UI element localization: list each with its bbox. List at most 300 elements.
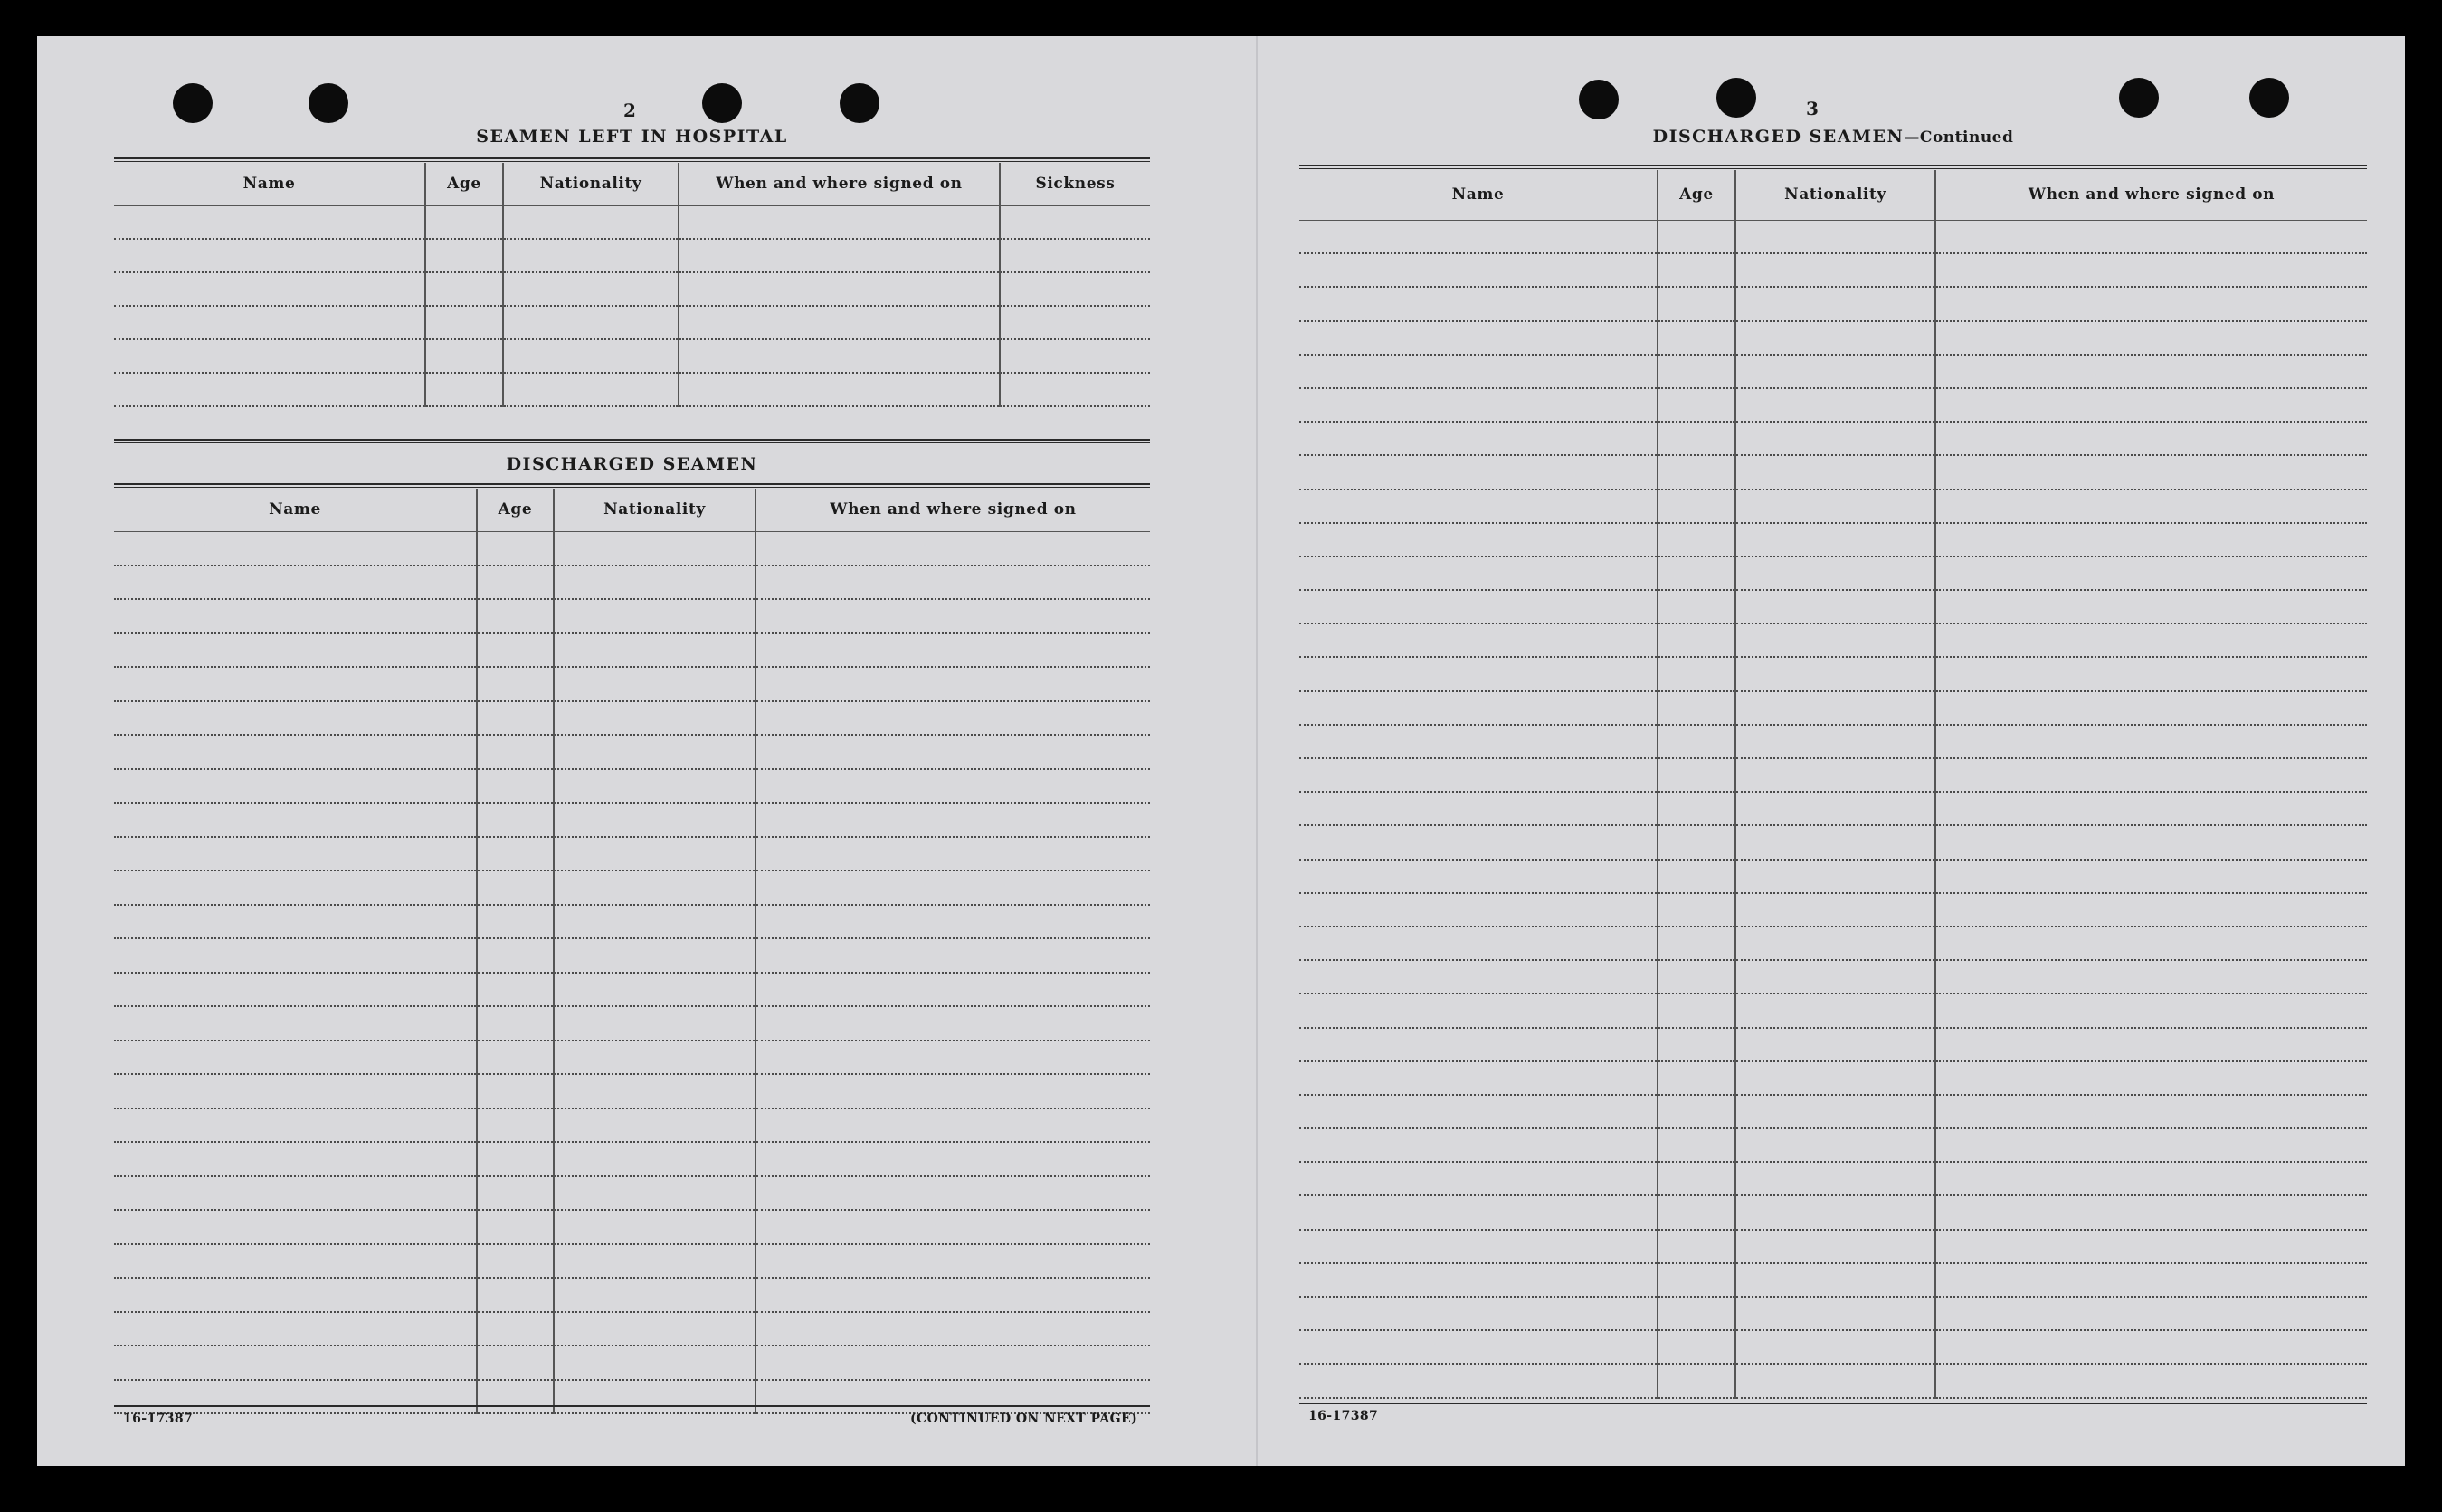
hospital-rows	[114, 205, 1150, 406]
blank-cell	[1735, 1162, 1935, 1195]
page-fold	[1256, 36, 1258, 1466]
blank-cell	[1299, 1128, 1658, 1162]
double-rule	[114, 157, 1150, 162]
blank-cell	[114, 735, 477, 769]
blank-cell	[1735, 758, 1935, 792]
blank-cell	[425, 205, 503, 239]
col-nationality: Nationality	[554, 489, 755, 531]
blank-cell	[1299, 725, 1658, 758]
blank-cell	[114, 1108, 477, 1143]
header-row	[114, 489, 1150, 531]
blank-cell	[1935, 1095, 2367, 1128]
table-row	[1299, 825, 2367, 859]
punch-hole	[2249, 78, 2289, 118]
blank-cell	[755, 599, 1150, 633]
table-row	[1299, 623, 2367, 657]
col-when-where: When and where signed on	[1935, 170, 2367, 220]
table-row	[114, 973, 1150, 1007]
blank-cell	[1735, 388, 1935, 422]
blank-cell	[1299, 523, 1658, 556]
table-row	[114, 870, 1150, 905]
blank-cell	[1735, 792, 1935, 825]
table-row	[1299, 927, 2367, 960]
blank-cell	[1935, 1128, 2367, 1162]
blank-cell	[114, 1176, 477, 1211]
section-title-discharged-continued	[1299, 127, 2367, 147]
blank-cell	[1299, 927, 1658, 960]
table-row	[114, 837, 1150, 871]
blank-cell	[1658, 1028, 1735, 1061]
blank-cell	[554, 973, 755, 1007]
blank-cell	[1658, 422, 1735, 455]
blank-cell	[679, 339, 1000, 373]
blank-cell	[1935, 1195, 2367, 1229]
blank-cell	[554, 1278, 755, 1312]
punch-hole	[1716, 78, 1756, 118]
blank-cell	[1299, 1263, 1658, 1297]
blank-cell	[1299, 860, 1658, 893]
blank-cell	[1658, 355, 1735, 388]
blank-cell	[1299, 792, 1658, 825]
blank-cell	[1299, 691, 1658, 725]
blank-cell	[477, 599, 554, 633]
table-row	[1299, 1028, 2367, 1061]
blank-cell	[503, 306, 679, 339]
blank-cell	[1658, 825, 1735, 859]
blank-cell	[554, 1006, 755, 1041]
blank-cell	[554, 1176, 755, 1211]
blank-cell	[477, 1244, 554, 1279]
blank-cell	[114, 373, 425, 406]
blank-cell	[1658, 1263, 1735, 1297]
blank-cell	[503, 272, 679, 306]
blank-cell	[1935, 960, 2367, 994]
blank-cell	[1000, 205, 1150, 239]
blank-cell	[554, 870, 755, 905]
blank-cell	[477, 1142, 554, 1176]
blank-cell	[755, 1142, 1150, 1176]
blank-cell	[477, 769, 554, 804]
blank-cell	[1658, 556, 1735, 590]
blank-cell	[1299, 623, 1658, 657]
discharged-continued-rows	[1299, 220, 2367, 1398]
blank-cell	[114, 1244, 477, 1279]
title-suffix: —Continued	[1904, 128, 2014, 147]
table-row	[1299, 1230, 2367, 1263]
blank-cell	[477, 1074, 554, 1108]
blank-cell	[755, 1176, 1150, 1211]
blank-cell	[114, 272, 425, 306]
blank-cell	[114, 905, 477, 939]
blank-cell	[477, 1278, 554, 1312]
blank-cell	[1299, 825, 1658, 859]
blank-cell	[425, 339, 503, 373]
blank-cell	[554, 905, 755, 939]
blank-cell	[755, 905, 1150, 939]
blank-cell	[1735, 623, 1935, 657]
blank-cell	[1299, 556, 1658, 590]
blank-cell	[114, 1346, 477, 1380]
table-row	[114, 1142, 1150, 1176]
table-row	[114, 1210, 1150, 1244]
blank-cell	[1935, 220, 2367, 253]
blank-cell	[1735, 490, 1935, 523]
blank-cell	[114, 938, 477, 973]
blank-cell	[554, 1210, 755, 1244]
blank-cell	[477, 531, 554, 566]
table-row	[114, 769, 1150, 804]
table-row	[1299, 490, 2367, 523]
blank-cell	[1658, 657, 1735, 690]
blank-cell	[1735, 590, 1935, 623]
blank-cell	[1658, 893, 1735, 927]
blank-cell	[114, 1380, 477, 1414]
col-age: Age	[425, 163, 503, 205]
blank-cell	[1935, 860, 2367, 893]
page-number: 2	[623, 100, 636, 121]
blank-cell	[554, 1041, 755, 1075]
blank-cell	[503, 339, 679, 373]
blank-cell	[1935, 1230, 2367, 1263]
blank-cell	[1935, 927, 2367, 960]
blank-cell	[477, 701, 554, 736]
blank-cell	[1935, 792, 2367, 825]
blank-cell	[477, 837, 554, 871]
table-row	[1299, 1061, 2367, 1095]
blank-cell	[554, 701, 755, 736]
blank-cell	[1299, 1162, 1658, 1195]
blank-cell	[114, 239, 425, 272]
table-row	[1299, 523, 2367, 556]
blank-cell	[1299, 287, 1658, 320]
table-row	[114, 905, 1150, 939]
blank-cell	[1658, 994, 1735, 1027]
col-sickness: Sickness	[1000, 163, 1150, 205]
table-row	[114, 306, 1150, 339]
blank-cell	[1299, 490, 1658, 523]
blank-cell	[1735, 1297, 1935, 1330]
col-name: Name	[114, 489, 477, 531]
blank-cell	[554, 1346, 755, 1380]
blank-cell	[1735, 1095, 1935, 1128]
punch-hole	[2119, 78, 2159, 118]
blank-cell	[477, 1041, 554, 1075]
blank-cell	[114, 531, 477, 566]
table-row	[114, 205, 1150, 239]
col-when-where: When and where signed on	[679, 163, 1000, 205]
blank-cell	[1658, 287, 1735, 320]
blank-cell	[1000, 272, 1150, 306]
blank-cell	[1658, 590, 1735, 623]
blank-cell	[755, 803, 1150, 837]
blank-cell	[755, 973, 1150, 1007]
blank-cell	[1735, 691, 1935, 725]
blank-cell	[755, 1278, 1150, 1312]
blank-cell	[679, 272, 1000, 306]
blank-cell	[755, 769, 1150, 804]
blank-cell	[1935, 523, 2367, 556]
blank-cell	[477, 803, 554, 837]
blank-cell	[755, 633, 1150, 668]
table-row	[1299, 1297, 2367, 1330]
col-when-where: When and where signed on	[755, 489, 1150, 531]
blank-cell	[1735, 927, 1935, 960]
table-row	[114, 599, 1150, 633]
blank-cell	[1658, 388, 1735, 422]
blank-cell	[503, 373, 679, 406]
blank-cell	[1735, 994, 1935, 1027]
blank-cell	[554, 803, 755, 837]
blank-cell	[1299, 893, 1658, 927]
blank-cell	[1658, 523, 1735, 556]
blank-cell	[755, 1006, 1150, 1041]
blank-cell	[1935, 1263, 2367, 1297]
blank-cell	[1299, 994, 1658, 1027]
blank-cell	[1658, 253, 1735, 287]
table-row	[1299, 994, 2367, 1027]
blank-cell	[679, 373, 1000, 406]
blank-cell	[554, 1380, 755, 1414]
blank-cell	[114, 1312, 477, 1346]
blank-cell	[114, 1074, 477, 1108]
blank-cell	[1935, 355, 2367, 388]
blank-cell	[1658, 691, 1735, 725]
discharged-table	[114, 489, 1150, 1414]
table-row	[114, 1278, 1150, 1312]
blank-cell	[1935, 1330, 2367, 1364]
table-row	[114, 239, 1150, 272]
blank-cell	[1299, 1061, 1658, 1095]
punch-hole	[702, 83, 742, 123]
table-row	[1299, 321, 2367, 355]
blank-cell	[114, 1278, 477, 1312]
blank-cell	[1658, 1364, 1735, 1397]
punch-hole	[173, 83, 213, 123]
blank-cell	[114, 973, 477, 1007]
table-row	[1299, 1095, 2367, 1128]
table-row	[1299, 253, 2367, 287]
blank-cell	[1935, 994, 2367, 1027]
blank-cell	[1935, 556, 2367, 590]
hospital-table	[114, 163, 1150, 407]
blank-cell	[1658, 1162, 1735, 1195]
blank-cell	[554, 769, 755, 804]
table-row	[1299, 758, 2367, 792]
table-row	[114, 373, 1150, 406]
blank-cell	[1299, 590, 1658, 623]
blank-cell	[755, 1346, 1150, 1380]
discharged-continued-table	[1299, 170, 2367, 1399]
blank-cell	[1935, 691, 2367, 725]
blank-cell	[114, 803, 477, 837]
blank-cell	[755, 1074, 1150, 1108]
blank-cell	[1935, 287, 2367, 320]
blank-cell	[1935, 825, 2367, 859]
discharged-rows	[114, 531, 1150, 1413]
blank-cell	[114, 566, 477, 600]
blank-cell	[1935, 590, 2367, 623]
table-row	[1299, 1263, 2367, 1297]
table-row	[114, 1108, 1150, 1143]
blank-cell	[1935, 253, 2367, 287]
table-row	[1299, 725, 2367, 758]
table-row	[114, 1006, 1150, 1041]
blank-cell	[1000, 239, 1150, 272]
blank-cell	[114, 1210, 477, 1244]
blank-cell	[1735, 893, 1935, 927]
blank-cell	[554, 1074, 755, 1108]
blank-cell	[554, 938, 755, 973]
blank-cell	[477, 1006, 554, 1041]
blank-cell	[1735, 1263, 1935, 1297]
blank-cell	[1935, 1162, 2367, 1195]
blank-cell	[1735, 523, 1935, 556]
blank-cell	[1935, 623, 2367, 657]
table-row	[1299, 893, 2367, 927]
blank-cell	[1299, 422, 1658, 455]
scanned-form-sheet	[37, 36, 2405, 1466]
bottom-rule	[1299, 1403, 2367, 1404]
blank-cell	[114, 667, 477, 701]
blank-cell	[477, 1108, 554, 1143]
blank-cell	[477, 1210, 554, 1244]
blank-cell	[755, 566, 1150, 600]
blank-cell	[1299, 758, 1658, 792]
blank-cell	[1000, 373, 1150, 406]
blank-cell	[755, 531, 1150, 566]
table-row	[1299, 556, 2367, 590]
table-row	[1299, 1195, 2367, 1229]
punch-hole	[1579, 80, 1619, 119]
blank-cell	[1735, 1230, 1935, 1263]
blank-cell	[477, 973, 554, 1007]
table-row	[114, 1041, 1150, 1075]
col-name: Name	[114, 163, 425, 205]
table-row	[1299, 960, 2367, 994]
blank-cell	[1299, 455, 1658, 489]
blank-cell	[1299, 960, 1658, 994]
blank-cell	[477, 1380, 554, 1414]
table-row	[1299, 590, 2367, 623]
col-age: Age	[477, 489, 554, 531]
table-row	[114, 667, 1150, 701]
table-row	[1299, 220, 2367, 253]
blank-cell	[1935, 657, 2367, 690]
table-row	[114, 1312, 1150, 1346]
blank-cell	[554, 837, 755, 871]
blank-cell	[1000, 306, 1150, 339]
blank-cell	[114, 870, 477, 905]
blank-cell	[1658, 927, 1735, 960]
table-row	[1299, 1364, 2367, 1397]
blank-cell	[1735, 1195, 1935, 1229]
blank-cell	[1735, 355, 1935, 388]
col-nationality: Nationality	[503, 163, 679, 205]
blank-cell	[503, 205, 679, 239]
table-row	[1299, 1330, 2367, 1364]
blank-cell	[1658, 792, 1735, 825]
blank-cell	[755, 1041, 1150, 1075]
blank-cell	[114, 599, 477, 633]
blank-cell	[1658, 725, 1735, 758]
table-row	[114, 938, 1150, 973]
blank-cell	[477, 870, 554, 905]
punch-hole	[840, 83, 879, 123]
blank-cell	[1658, 623, 1735, 657]
blank-cell	[755, 870, 1150, 905]
table-row	[114, 531, 1150, 566]
blank-cell	[1299, 1230, 1658, 1263]
blank-cell	[114, 205, 425, 239]
blank-cell	[554, 531, 755, 566]
blank-cell	[1735, 1061, 1935, 1095]
table-row	[1299, 287, 2367, 320]
blank-cell	[554, 667, 755, 701]
blank-cell	[1935, 758, 2367, 792]
blank-cell	[1735, 1330, 1935, 1364]
table-row	[1299, 422, 2367, 455]
blank-cell	[1658, 1330, 1735, 1364]
blank-cell	[1935, 321, 2367, 355]
blank-cell	[1735, 321, 1935, 355]
double-rule	[114, 483, 1150, 488]
blank-cell	[1000, 339, 1150, 373]
blank-cell	[114, 701, 477, 736]
blank-cell	[755, 1244, 1150, 1279]
blank-cell	[1299, 1028, 1658, 1061]
blank-cell	[1735, 657, 1935, 690]
blank-cell	[1658, 1061, 1735, 1095]
blank-cell	[1658, 220, 1735, 253]
blank-cell	[554, 1244, 755, 1279]
table-row	[1299, 1128, 2367, 1162]
blank-cell	[755, 667, 1150, 701]
blank-cell	[554, 735, 755, 769]
blank-cell	[1935, 388, 2367, 422]
blank-cell	[477, 735, 554, 769]
blank-cell	[1735, 556, 1935, 590]
table-row	[114, 339, 1150, 373]
blank-cell	[1935, 455, 2367, 489]
blank-cell	[1658, 1297, 1735, 1330]
double-rule	[114, 439, 1150, 443]
blank-cell	[1658, 960, 1735, 994]
blank-cell	[1658, 1230, 1735, 1263]
blank-cell	[1299, 657, 1658, 690]
blank-cell	[477, 938, 554, 973]
bottom-rule	[114, 1405, 1150, 1407]
blank-cell	[1935, 422, 2367, 455]
header-row	[1299, 170, 2367, 220]
blank-cell	[1935, 725, 2367, 758]
blank-cell	[1299, 220, 1658, 253]
page-number: 3	[1806, 98, 1819, 119]
col-name: Name	[1299, 170, 1658, 220]
blank-cell	[554, 633, 755, 668]
blank-cell	[679, 205, 1000, 239]
blank-cell	[1735, 422, 1935, 455]
blank-cell	[554, 566, 755, 600]
blank-cell	[1299, 1297, 1658, 1330]
blank-cell	[114, 1041, 477, 1075]
blank-cell	[477, 667, 554, 701]
punch-hole	[309, 83, 348, 123]
blank-cell	[1935, 1297, 2367, 1330]
table-row	[1299, 388, 2367, 422]
blank-cell	[755, 1210, 1150, 1244]
blank-cell	[477, 1176, 554, 1211]
blank-cell	[1658, 455, 1735, 489]
